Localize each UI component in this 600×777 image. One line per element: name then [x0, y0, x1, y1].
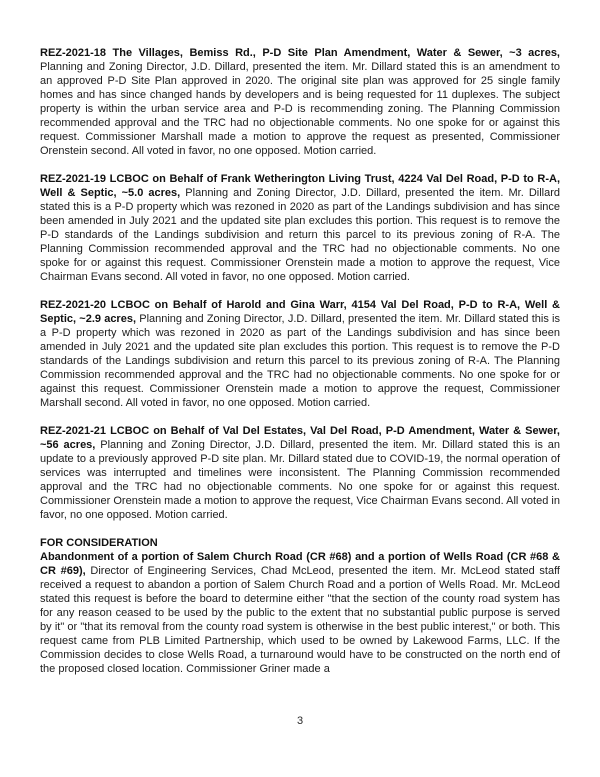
item-title: Abandonment of a portion of Salem Church Road (CR #68) and a portion of Wells Road (CR #68 & CR #69),	[40, 551, 560, 577]
item-title: REZ-2021-20 LCBOC on Behalf of Harold and Gina Warr, 4154 Val Del Road, P-D to R-A, Well & Septic, ~2.9 acres,	[40, 299, 560, 325]
minutes-item-rez-2021-20	[40, 298, 560, 410]
item-title: REZ-2021-21 LCBOC on Behalf of Val Del Estates, Val Del Road, P-D Amendment, Water & Sewer, ~56 acres,	[40, 425, 560, 451]
item-title: REZ-2021-19 LCBOC on Behalf of Frank Wetherington Living Trust, 4224 Val Del Road, P-D to R-A, Well & Septic, ~5.0 acres,	[40, 173, 560, 199]
minutes-item-rez-2021-19	[40, 172, 560, 284]
item-text: Planning and Zoning Director, J.D. Dillard, presented the item. Mr. Dillard stated this is an amendment to an approved P-D Site Plan approved in 2020. The original site plan was approved for 25 single family homes and has since changed hands by developers and is being requested for 11 duplexes. The subject property is within the urban service area and P-D is recommending zoning. The Planning Commission recommended approval and the TRC had no objectionable comments. No one spoke for or against this request. Commissioner Marshall made a motion to approve the request as presented, Commissioner Orenstein second. All voted in favor, no one opposed. Motion carried.	[40, 61, 560, 157]
item-title: REZ-2021-18 The Villages, Bemiss Rd., P-D Site Plan Amendment, Water & Sewer, ~3 acres,	[40, 47, 560, 59]
item-text: Planning and Zoning Director, J.D. Dillard, presented the item. Mr. Dillard stated this is a P-D property which was rezoned in 2020 as part of the Landings subdivision and has since been amended in July 2021 and the updated site plan excludes this portion. This request is to remove the P-D standards of the Landings subdivision and return this parcel to its previous zoning of R-A. The Planning Commission recommended approval and the TRC had no objectionable comments. No one spoke for or against this request. Commissioner Orenstein made a motion to approve the request, Vice Chairman Evans second. All voted in favor, no one opposed. Motion carried.	[40, 187, 561, 283]
item-text: Planning and Zoning Director, J.D. Dillard, presented the item. Mr. Dillard stated this is a P-D property which was rezoned in 2020 as part of the Landings subdivision and has since been amended in July 2021 and the updated site plan excludes this portion. This request is to remove the P-D standards of the Landings subdivision and return this parcel to its previous zoning of R-A. The Planning Commission recommended approval and the TRC had no objectionable comments. No one spoke for or against this request. Commissioner Orenstein made a motion to approve the request, Commissioner Marshall second. All voted in favor, no one opposed. Motion carried.	[40, 313, 561, 409]
page-content	[40, 46, 560, 676]
minutes-item-rez-2021-21	[40, 424, 560, 522]
section-heading-for-consideration: FOR CONSIDERATION	[40, 537, 158, 549]
minutes-item-rez-2021-18	[40, 46, 560, 158]
minutes-item-road-abandonment	[40, 550, 560, 676]
page-number: 3	[296, 715, 304, 727]
item-text: Director of Engineering Services, Chad McLeod, presented the item. Mr. McLeod stated staff received a request to abandon a portion of Salem Church Road and a portion of Wells Road. Mr. McLeod stated this request is before the board to determine either "that the section of the county road system has for any reason ceased to be used by the public to the extent that no substantial public purpose is served by it" or "that its removal from the county road system is otherwise in the best public interest," or both. This request came from PLB Limited Partnership, which used to be owned by Lakewood Farms, LLC. If the Commission decides to close Wells Road, a turnaround would have to be constructed on the north end of the proposed closed location. Commissioner Griner made a	[40, 565, 560, 675]
item-text: Planning and Zoning Director, J.D. Dillard, presented the item. Mr. Dillard stated this is an update to a previously approved P-D site plan. Mr. Dillard stated due to COVID-19, the normal operation of services was interrupted and timelines were inconsistent. The Planning Commission recommended approval and the TRC had no objectionable comments. No one spoke for or against this request. Commissioner Orenstein made a motion to approve the request, Vice Chairman Evans second. All voted in favor, no one opposed. Motion carried.	[40, 439, 560, 521]
